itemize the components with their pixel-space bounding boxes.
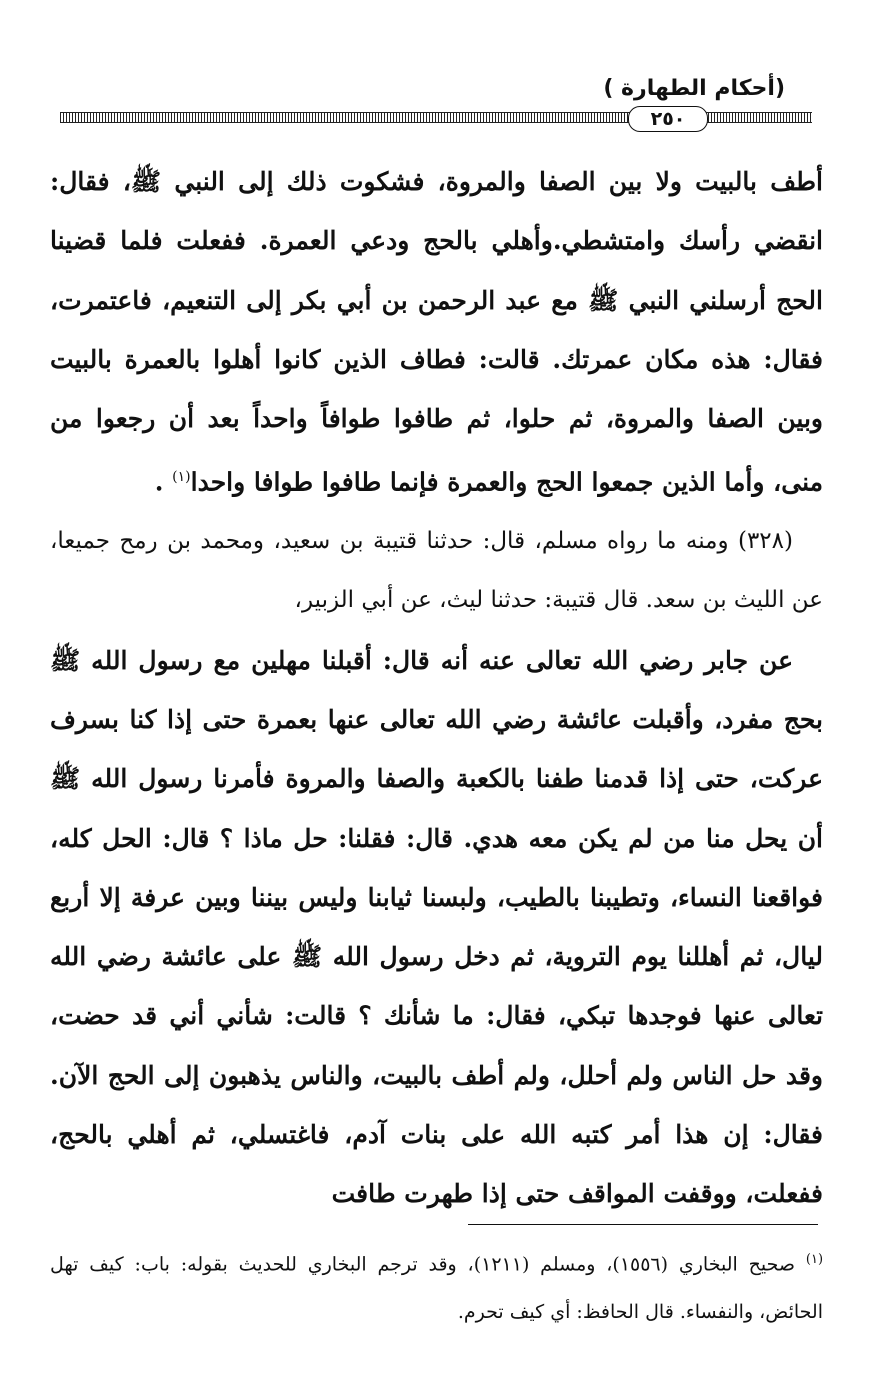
running-title: (أحكام الطهارة ) (603, 76, 785, 101)
page-number: ٢٥٠ (628, 106, 708, 132)
paragraph-1 (50, 152, 823, 512)
footnote-divider (468, 1224, 818, 1225)
paragraph-1-end: . (154, 467, 173, 497)
footnote-1-text: صحيح البخاري (١٥٥٦)، ومسلم (١٢١١)، وقد ترجم البخاري للحديث بقوله: باب: كيف تهل الحائض، والنفساء. قال الحافظ: أي كيف تحرم. (50, 1253, 823, 1324)
paragraph-2-isnad: (٣٢٨) ومنه ما رواه مسلم، قال: حدثنا قتيبة بن سعيد، ومحمد بن رمح جميعا، عن الليث بن سعد. قال قتيبة: حدثنا ليث، عن أبي الزبير، (50, 528, 823, 614)
paragraph-3: عن جابر رضي الله تعالى عنه أنه قال: أقبلنا مهلين مع رسول الله ﷺ بحج مفرد، وأقبلت عائشة رضي الله تعالى عنها بعمرة حتى إذا كنا بسرف عركت، حتى إذا قدمنا طفنا بالكعبة والصفا والمروة فأمرنا رسول الله ﷺ أن يحل منا من لم يكن معه هدي. قال: فقلنا: حل ماذا ؟ قال: الحل كله، فواقعنا النساء، وتطيبنا بالطيب، ولبسنا ثيابنا وليس بيننا وبين عرفة إلا أربع ليال، ثم أهللنا يوم التروية، ثم دخل رسول الله ﷺ على عائشة رضي الله تعالى عنها فوجدها تبكي، فقال: ما شأنك ؟ قالت: شأني أني قد حضت، وقد حل الناس ولم أحلل، ولم أطف بالبيت، والناس يذهبون إلى الحج الآن. فقال: إن هذا أمر كتبه الله على بنات آدم، فاغتسلي، ثم أهلي بالحج، ففعلت، ووقفت المواقف حتى إذا طهرت طافت (50, 645, 823, 1209)
footnotes (50, 1236, 823, 1336)
footnote-1-number: (١) (805, 1252, 824, 1267)
paragraph-1-text: أطف بالبيت ولا بين الصفا والمروة، فشكوت ذلك إلى النبي ﷺ، فقال: انقضي رأسك وامتشطي.وأهلي بالحج ودعي العمرة. ففعلت فلما قضينا الحج أرسلني النبي ﷺ مع عبد الرحمن بن أبي بكر إلى التنعيم، فاعتمرت، فقال: هذه مكان عمرتك. قالت: فطاف الذين كانوا أهلوا بالعمرة بالبيت وبين الصفا والمروة، ثم حلوا، ثم طافوا طوافاً واحداً بعد أن رجعوا من منى، وأما الذين جمعوا الحج والعمرة فإنما طافوا طوافا واحدا (50, 167, 823, 497)
footnote-1 (50, 1236, 823, 1336)
main-text (50, 152, 823, 1224)
footnote-marker: (١) (172, 469, 191, 486)
